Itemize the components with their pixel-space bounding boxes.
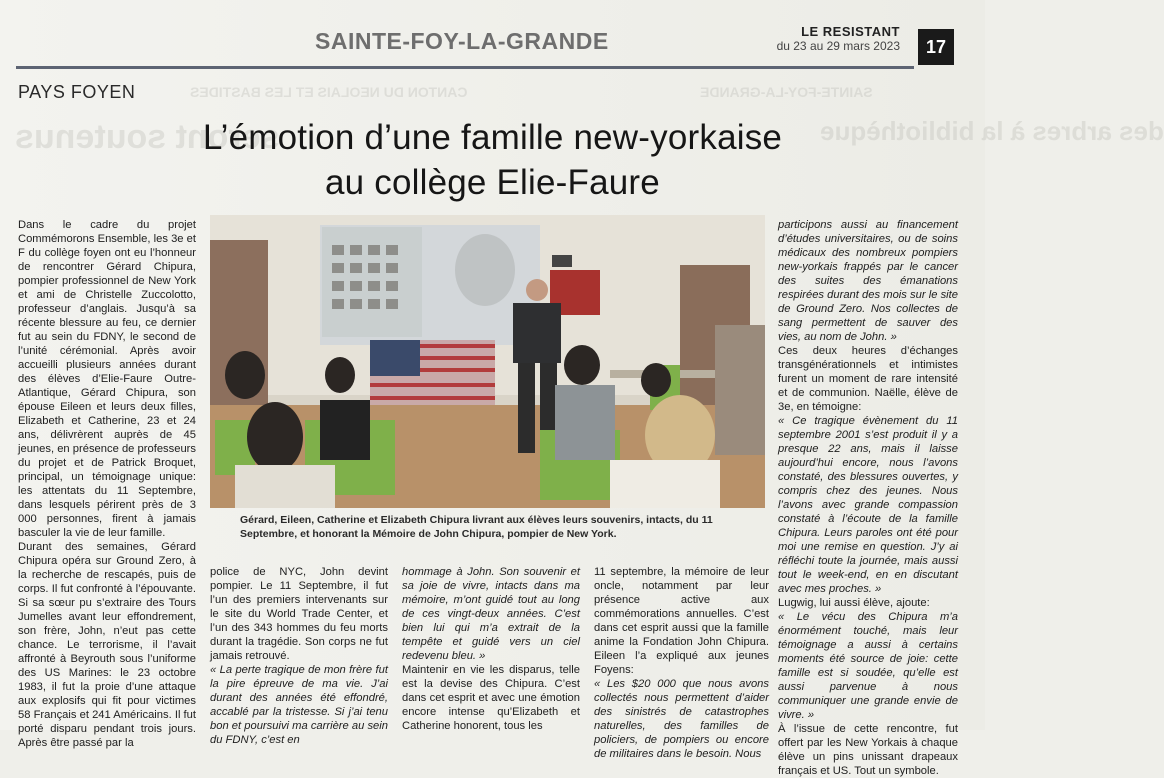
article-column-2 bbox=[210, 565, 388, 747]
headline-line-1: L’émotion d’une famille new-yorkaise bbox=[202, 118, 783, 157]
section-title: SAINTE-FOY-LA-GRANDE bbox=[315, 28, 609, 54]
article-paragraph: À l’issue de cette rencontre, fut offert par les New Yorkais à chaque élève un pins unissant drapeaux français et US. Tout un symbole. bbox=[778, 723, 958, 777]
kicker: PAYS FOYEN bbox=[18, 82, 136, 102]
article-paragraph: Durant des semaines, Gérard Chipura opéra sur Ground Zero, à la recherche de rescapés, puis de corps. Il fut confronté à l’épouvante. Si sa sœur pu s’extraire des Tours Jumelles avant leur effondrement, son frère, John, n’eut pas cette chance. Le terrorisme, il l’avait affronté à Beyrouth sous l’uniforme des US Marines: le 23 octobre 1983, il fut la proie d’une attaque aux explosifs qui fit pour victimes 58 Français et 241 Américains. Il fut porté disparu pendant trois jours. Après être passé par la bbox=[18, 541, 196, 749]
article-paragraph: Dans le cadre du projet Commémorons Ensemble, les 3e et F du collège foyen ont eu l’honneur de rencontrer Gérard Chipura, pompier professionnel de New York et ami de Christelle Zuccolotto, professeur d’anglais. Jusqu’à sa récente blessure au feu, ce dernier fut au sein du FDNY, le second de l’unité cérémonial. Après avoir accueilli plusieurs années durant des élèves d’Elie-Faure Outre-Atlantique, Gérard Chipura, son épouse Eileen et leurs deux filles, Elizabeth et Catherine, 23 et 24 ans, délivrèrent auprès de 45 jeunes, en présence de professeurs du projet et de Patrick Broquet, principal, un témoignage unique: les attentats du 11 Septembre, dans lesquels périrent près de 3 000 personnes, firent à jamais basculer la vie de leur famille. bbox=[18, 219, 196, 539]
bleedthrough-text: seront soutenus bbox=[15, 118, 280, 156]
classroom-photo bbox=[210, 215, 765, 508]
bleedthrough-text: CANTON DU NEOLAIS ET LES BASTIDES bbox=[190, 84, 468, 100]
photo-caption: Gérard, Eileen, Catherine et Elizabeth Chipura livrant aux élèves leurs souvenirs, intacts, du 11 Septembre, et honorant la Mémoire de John Chipura, pompier de New York. bbox=[240, 514, 713, 540]
newspaper-name: LE RESISTANT bbox=[801, 24, 900, 39]
article-paragraph: Ces deux heures d’échanges transgénérationnels et intimistes furent un moment de rare intensité et de communion. Naëlle, élève de 3e, en témoigne: bbox=[778, 345, 958, 413]
bleedthrough-text: SAINTE-FOY-LA-GRANDE bbox=[700, 84, 873, 100]
headline-line-2: au collège Elie-Faure bbox=[325, 163, 660, 202]
article-column-4 bbox=[594, 565, 769, 761]
article-quote: « Le vécu des Chipura m’a énormément touché, mais leur témoignage a aussi à certains moments été source de joie: cette famille est si soudée, qu’elle est aussi parvenue à nous communiquer une grande envie de vivre. » bbox=[778, 611, 958, 721]
issue-dates: du 23 au 29 mars 2023 bbox=[776, 39, 900, 53]
article-photo bbox=[210, 215, 765, 508]
article-paragraph: police de NYC, John devint pompier. Le 11 Septembre, il fut l’un des premiers intervenants sur le site du World Trade Center, et l’un des 343 hommes du feu morts durant la tragédie. Son corps ne fut jamais retrouvé. bbox=[210, 566, 388, 662]
article-quote: « La perte tragique de mon frère fut la pire épreuve de ma vie. J’ai durant des années été effondré, accablé par la tristesse. Si j’ai tenu bon et poursuivi ma carrière au sein du FDNY, c’est en bbox=[210, 664, 388, 746]
masthead bbox=[777, 24, 900, 53]
header-rule bbox=[16, 66, 914, 69]
article-column-3 bbox=[402, 565, 580, 733]
article-paragraph: Maintenir en vie les disparus, telle est la devise des Chipura. C’est dans cet esprit et avec une émotion encore intense qu’Elizabeth et Catherine honorent, tous les bbox=[402, 664, 580, 732]
article-paragraph: Lugwig, lui aussi élève, ajoute: bbox=[778, 597, 930, 609]
article-quote: hommage à John. Son souvenir et sa joie de vivre, intacts dans ma mémoire, m’ont guidé tout au long de ces vingt-deux années. C’est bien lui qui m’a extrait de la tempête et guidé vers un ciel redevenu bleu. » bbox=[402, 566, 580, 662]
article-column-1 bbox=[18, 218, 196, 750]
article-quote: participons aussi au financement d’études universitaires, ou de soins médicaux des nombreux pompiers new-yorkais frappés par le cancer des suites des émanations respirées durant des mois sur le site de Ground Zero. Nos collectes de sang permettent de sauver des vies, au nom de John. » bbox=[778, 219, 958, 343]
page-number: 17 bbox=[918, 29, 954, 65]
article-quote: « Ce tragique évènement du 11 septembre 2001 s’est produit il y a presque 22 ans, mais il laisse aujourd’hui encore, nous l’avons constaté, des blessures ouvertes, y compris chez des jeunes. Nous l’avons avec grande compassion constaté à l’écoute de la famille Chipura. Leurs paroles ont été pour moi une remise en question. J’y ai réfléchi toute la journée, mais aussi tout le week-end, en en discutant avec mes proches. » bbox=[778, 415, 958, 595]
article-paragraph: 11 septembre, la mémoire de leur oncle, notamment par leur présence active aux commémorations annuelles. C’est dans cet esprit aussi que la famille anime la Fondation John Chipura. Eileen l’a expliqué aux jeunes Foyens: bbox=[594, 566, 769, 676]
article-column-5 bbox=[778, 218, 958, 778]
article-quote: « Les $20 000 que nous avons collectés nous permettent d’aider des sinistrés de catastrophes naturelles, des familles de policiers, de pompiers ou encore de militaires dans le besoin. Nous bbox=[594, 678, 769, 760]
bleedthrough-text: des arbres à la bibliothèque bbox=[820, 116, 1164, 146]
